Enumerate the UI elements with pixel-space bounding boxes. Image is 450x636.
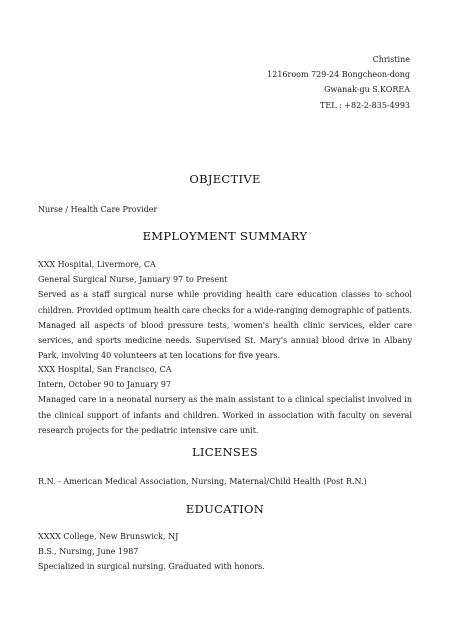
- job-employer: XXX Hospital, San Francisco, CA: [38, 365, 172, 374]
- objective-text: Nurse / Health Care Provider: [38, 205, 158, 214]
- contact-phone: TEL : +82-2-835-4993: [320, 100, 410, 110]
- job-entry: [38, 257, 412, 363]
- job-position: Intern, October 90 to January 97: [38, 380, 172, 390]
- licenses-text: R.N. - American Medical Association, Nursing, Maternal/Child Health (Post R.N.): [38, 477, 367, 486]
- objective-heading: OBJECTIVE: [189, 172, 261, 186]
- employment-summary-heading: EMPLOYMENT SUMMARY: [142, 229, 308, 243]
- education-note: Specialized in surgical nursing. Graduated with honors.: [38, 562, 265, 572]
- contact-address-line-1: 1216room 729-24 Bongcheon-dong: [267, 70, 410, 80]
- contact-block: [267, 52, 410, 113]
- education-school: XXXX College, New Brunswick, NJ: [38, 532, 179, 541]
- education-heading: EDUCATION: [185, 502, 265, 516]
- education-degree: B.S., Nursing, June 1987: [38, 547, 139, 557]
- job-description: Managed care in a neonatal nursery as the main assistant to a clinical specialist involved in the clinical support of infants and children. Worked in association with faculty on several research projects for the pediatric intensive care unit.: [38, 395, 412, 435]
- job-description: Served as a staff surgical nurse while providing health care education classes to school children. Provided optimum health care checks for a wide-ranging demographic of patients. Managed all aspects of blood pressure tests, women's health clinic services, elder care services, and sports medicine needs. Supervised St. Mary's annual blood drive in Albany Park, involving 40 volunteers at ten locations for five years.: [38, 290, 412, 361]
- job-employer: XXX Hospital, Livermore, CA: [38, 260, 156, 269]
- licenses-heading: LICENSES: [192, 445, 258, 459]
- education-entry: [38, 529, 412, 575]
- contact-name: Christine: [372, 55, 410, 64]
- contact-address-line-2: Gwanak-gu S.KOREA: [324, 85, 410, 95]
- job-entry: [38, 362, 412, 438]
- job-position: General Surgical Nurse, January 97 to Present: [38, 275, 228, 285]
